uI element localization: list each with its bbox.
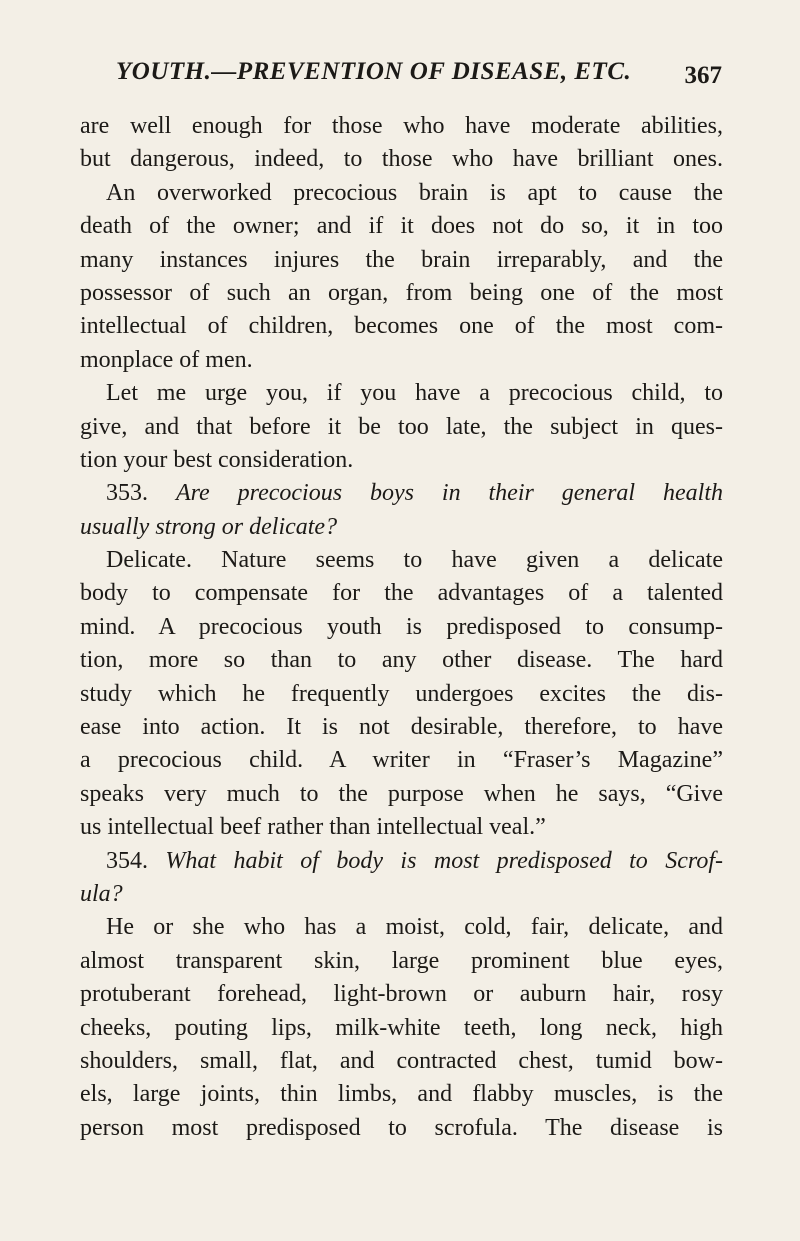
text-line: speaks very much to the purpose when he says, “Give bbox=[80, 780, 723, 807]
text-line: study which he frequently undergoes excites the dis- bbox=[80, 680, 723, 707]
text-line: els, large joints, thin limbs, and flabby muscles, is the bbox=[80, 1081, 723, 1108]
text-line: tion, more so than to any other disease. The hard bbox=[80, 647, 723, 674]
text-line: but dangerous, indeed, to those who have brilliant ones. bbox=[80, 146, 723, 173]
text-line: give, and that before it be too late, the subject in ques- bbox=[80, 413, 723, 440]
text-line: monplace of men. bbox=[80, 346, 253, 373]
text-line: mind. A precocious youth is predisposed to consump- bbox=[80, 613, 723, 640]
body-text bbox=[80, 110, 723, 1145]
text-line: He or she who has a moist, cold, fair, delicate, and bbox=[106, 914, 723, 941]
text-line: An overworked precocious brain is apt to cause the bbox=[106, 179, 723, 206]
text-line: person most predisposed to scrofula. The disease is bbox=[80, 1114, 723, 1141]
text-line: almost transparent skin, large prominent blue eyes, bbox=[80, 947, 723, 974]
question-354-line-2: ula? bbox=[80, 880, 123, 907]
text-line: cheeks, pouting lips, milk-white teeth, long neck, high bbox=[80, 1014, 723, 1041]
text-line: Let me urge you, if you have a precocious child, to bbox=[106, 380, 723, 407]
page-number: 367 bbox=[684, 62, 722, 89]
text-line: protuberant forehead, light-brown or auburn hair, rosy bbox=[80, 981, 723, 1008]
question-number: 354. bbox=[106, 847, 166, 874]
text-line: Delicate. Nature seems to have given a delicate bbox=[106, 547, 723, 574]
text-line: possessor of such an organ, from being one of the most bbox=[80, 279, 723, 306]
running-head: YOUTH.—PREVENTION OF DISEASE, ETC. bbox=[116, 58, 632, 85]
text-line: many instances injures the brain irreparably, and the bbox=[80, 246, 723, 273]
text-line: ease into action. It is not desirable, therefore, to have bbox=[80, 714, 723, 741]
text-line: are well enough for those who have moderate abilities, bbox=[80, 113, 723, 139]
question-number: 353. bbox=[106, 480, 176, 507]
text-line: a precocious child. A writer in “Fraser’s Magazine” bbox=[80, 747, 723, 774]
text-line: intellectual of children, becomes one of the most com- bbox=[80, 313, 723, 340]
question-text: What habit of body is most predisposed to Scrof- bbox=[165, 847, 723, 874]
text-line: body to compensate for the advantages of a talented bbox=[80, 580, 723, 607]
text-line: death of the owner; and if it does not do so, it in too bbox=[80, 213, 723, 240]
text-line: tion your best consideration. bbox=[80, 446, 354, 473]
question-353-line-1 bbox=[80, 477, 723, 510]
page-header bbox=[116, 58, 722, 98]
text-line: us intellectual beef rather than intellectual veal.” bbox=[80, 814, 546, 841]
question-353-line-2: usually strong or delicate? bbox=[80, 513, 338, 540]
text-line: shoulders, small, flat, and contracted chest, tumid bow- bbox=[80, 1047, 723, 1074]
question-text: Are precocious boys in their general health bbox=[175, 480, 724, 507]
question-354-line-1 bbox=[80, 845, 723, 878]
